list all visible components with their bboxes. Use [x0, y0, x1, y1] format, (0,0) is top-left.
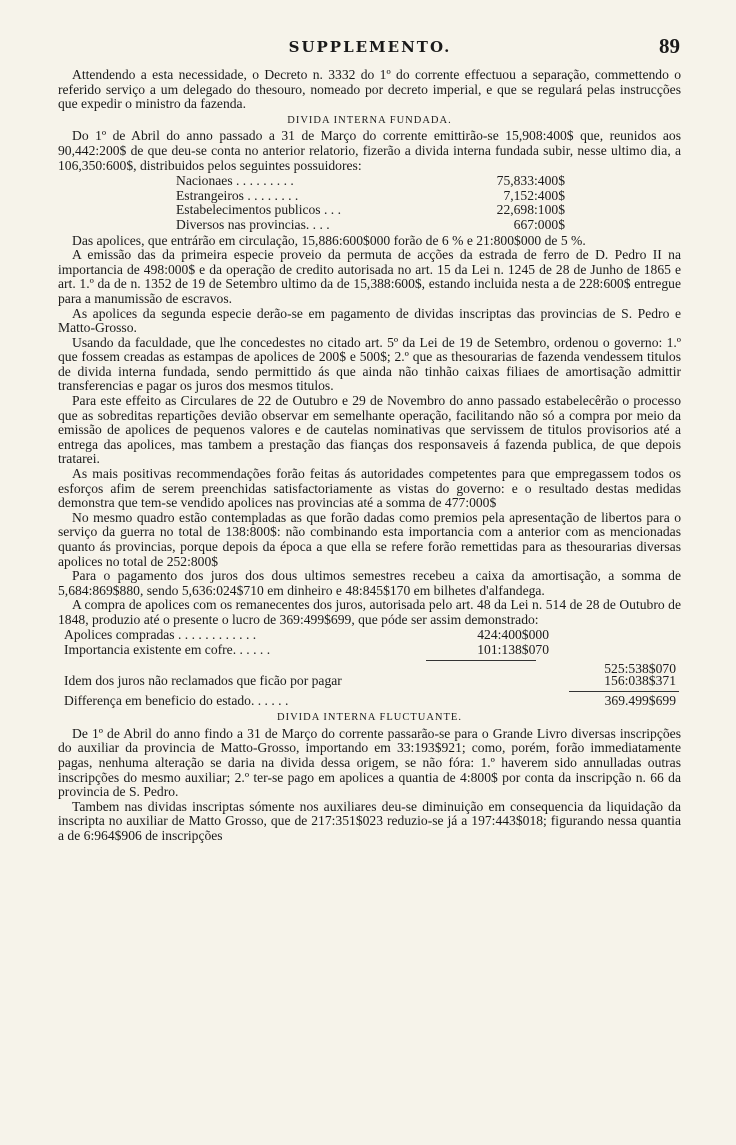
holder-value: 667:000$ — [513, 216, 565, 232]
sum-rule — [569, 691, 679, 692]
paragraph: Do 1º de Abril do anno passado a 31 de Março do corrente emittirão-se 15,908:400$ que, reunidos aos 90,442:200$ de que deu-se conta no anterior relatorio, fizerão a divida interna fundada subir, nesse ultimo dia, a 106,350:600$, distribuidos pelos seguintes possuidores: — [58, 128, 681, 173]
holder-label: Estabelecimentos publicos . . . — [176, 202, 341, 218]
document-body — [58, 68, 681, 843]
account-row — [58, 689, 681, 709]
holder-value: 75,833:400$ — [496, 173, 565, 189]
list-item — [58, 189, 681, 204]
paragraph: Usando da faculdade, que lhe concedestes no citado art. 5º da Lei de 19 de Setembro, ordenou o governo: 1.º que fossem creadas as estampas de apolices de 200$ e 500$; 2.º que as thesourarias de fazenda vendessem titulos de divida interna fundada, sendo permittido ás que ainda não tinhão caixas filiaes de amortisação admittir transferencias e pagar os juros dos mesmos titulos. — [58, 334, 681, 394]
section-heading: DIVIDA INTERNA FUNDADA. — [287, 114, 452, 126]
paragraph: As apolices da segunda especie derão-se em pagamento de dividas inscriptas das provincias de S. Pedro e Matto-Grosso. — [58, 305, 681, 336]
page-number: 89 — [659, 34, 680, 58]
paragraph: No mesmo quadro estão contempladas as que forão dadas como premios pela apresentação de libertos para o serviço da guerra no total de 138:800$: não combinando esta importancia com a anterior com as mencionadas quanto ás provincias, porque depois da época a que ella se refere forão remettidas para as thesourarias diversas apolices no total de 252:800$ — [58, 509, 681, 569]
paragraph: Para este effeito as Circulares de 22 de Outubro e 29 de Novembro do anno passado estabelecêrão o processo que as sobreditas repartições devião observar em semelhante operação, facilitando não só a compra por meio da emissão de apolices de pequenos valores e de cautelas nominativas que servissem de titulos provisorios até a entrega das apolices, mas tambem a prestação das fianças dos responsaveis á fazenda publica, de que depois tratarei. — [58, 393, 681, 467]
holder-label: Estrangeiros . . . . . . . . — [176, 187, 299, 203]
paragraph: Das apolices, que entrárão em circulação, 15,886:600$000 forão de 6 % e 21:800$000 de 5 %. — [72, 232, 586, 248]
account-label: Apolices compradas . . . . . . . . . . . . — [64, 626, 257, 642]
holder-label: Nacionaes . . . . . . . . . — [176, 173, 294, 189]
account-total: 156:038$371 — [604, 672, 676, 688]
running-head — [60, 34, 680, 62]
account-total: 369.499$699 — [604, 693, 676, 709]
holders-list — [58, 174, 681, 232]
profit-account — [58, 628, 681, 710]
account-row — [58, 674, 681, 689]
account-value: 424:400$000 — [477, 626, 549, 642]
holder-label: Diversos nas provincias. . . . — [176, 216, 330, 232]
account-row — [58, 628, 681, 643]
list-item — [58, 218, 681, 233]
paragraph: A emissão das da primeira especie proveio da permuta de acções da estrada de ferro de D. Pedro II na importancia de 498:000$ e da operação de credito autorisada no art. 15 da Lei n. 1245 de 28 de Junho de 1865 e art. 1.º da de n. 1352 de 19 de Setembro ultimo da de 15,388:600$, estando incluida nesta a de 228:600$ entregue para a manumissão de escravos. — [58, 247, 681, 306]
account-value: 101:138$070 — [477, 641, 549, 657]
paragraph: Para o pagamento dos juros dos dous ultimos semestres recebeu a caixa da amortisação, a somma de 5,684:869$880, sendo 5,636:024$710 em dinheiro e 48:845$170 em bilhetes d'alfandega. — [58, 568, 681, 598]
paragraph: Tambem nas dividas inscriptas sómente nos auxiliares deu-se diminuição em consequencia da liquidação da inscripta no auxiliar de Matto Grosso, que de 217:351$023 reduzio-se já a 197:443$018; figurando nessa quantia a de 6:964$906 de inscripções — [58, 798, 681, 843]
paragraph: As mais positivas recommendações forão feitas ás autoridades competentes para que empregassem todos os esforços afim de serem preenchidas satisfactoriamente as vistas do governo: e o resultado destas medidas demonstra que tem-se vendido apolices nas provincias até a somma de 477:000$ — [58, 466, 681, 511]
sum-rule — [426, 660, 536, 661]
list-item — [58, 174, 681, 189]
account-row — [58, 658, 681, 677]
paragraph: Attendendo a esta necessidade, o Decreto n. 3332 do 1º do corrente effectuou a separação, commettendo o referido serviço a um delegado do thesouro, nomeado por decreto imperial, e que se regulará pelas instrucções que expedir o ministro da fazenda. — [58, 67, 681, 112]
account-total: 525:538$070 — [604, 661, 676, 677]
holder-value: 7,152:400$ — [503, 187, 565, 203]
section-heading: DIVIDA INTERNA FLUCTUANTE. — [277, 712, 462, 724]
account-label: Idem dos juros não reclamados que ficão por pagar — [64, 672, 342, 688]
list-item — [58, 203, 681, 218]
page-header-title: SUPPLEMENTO. — [288, 38, 452, 56]
holder-value: 22,698:100$ — [496, 202, 565, 218]
account-label: Importancia existente em cofre. . . . . . — [64, 641, 271, 657]
paragraph: De 1º de Abril do anno findo a 31 de Março do corrente passarão-se para o Grande Livro diversas inscripções do auxiliar da provincia de Matto-Grosso, importando em 33:193$921; como, porém, forão immediatamente pagas, nenhuma alteração se daria na divida dessa origem, se não fóra: 1.º haverem sido annulladas outras inscripções do mesmo auxiliar; 2.º ter-se pago em apolices a quantia de 4:800$ por conta da inscripção n. 66 da provincia de S. Pedro. — [58, 725, 681, 800]
account-row — [58, 643, 681, 658]
account-label: Differença em beneficio do estado. . . . . . — [64, 693, 289, 709]
paragraph: A compra de apolices com os remanecentes dos juros, autorisada pelo art. 48 da Lei n. 514 de 28 de Outubro de 1848, produzio até o presente o lucro de 369:499$699, que póde ser assim demonstrado: — [58, 597, 681, 627]
